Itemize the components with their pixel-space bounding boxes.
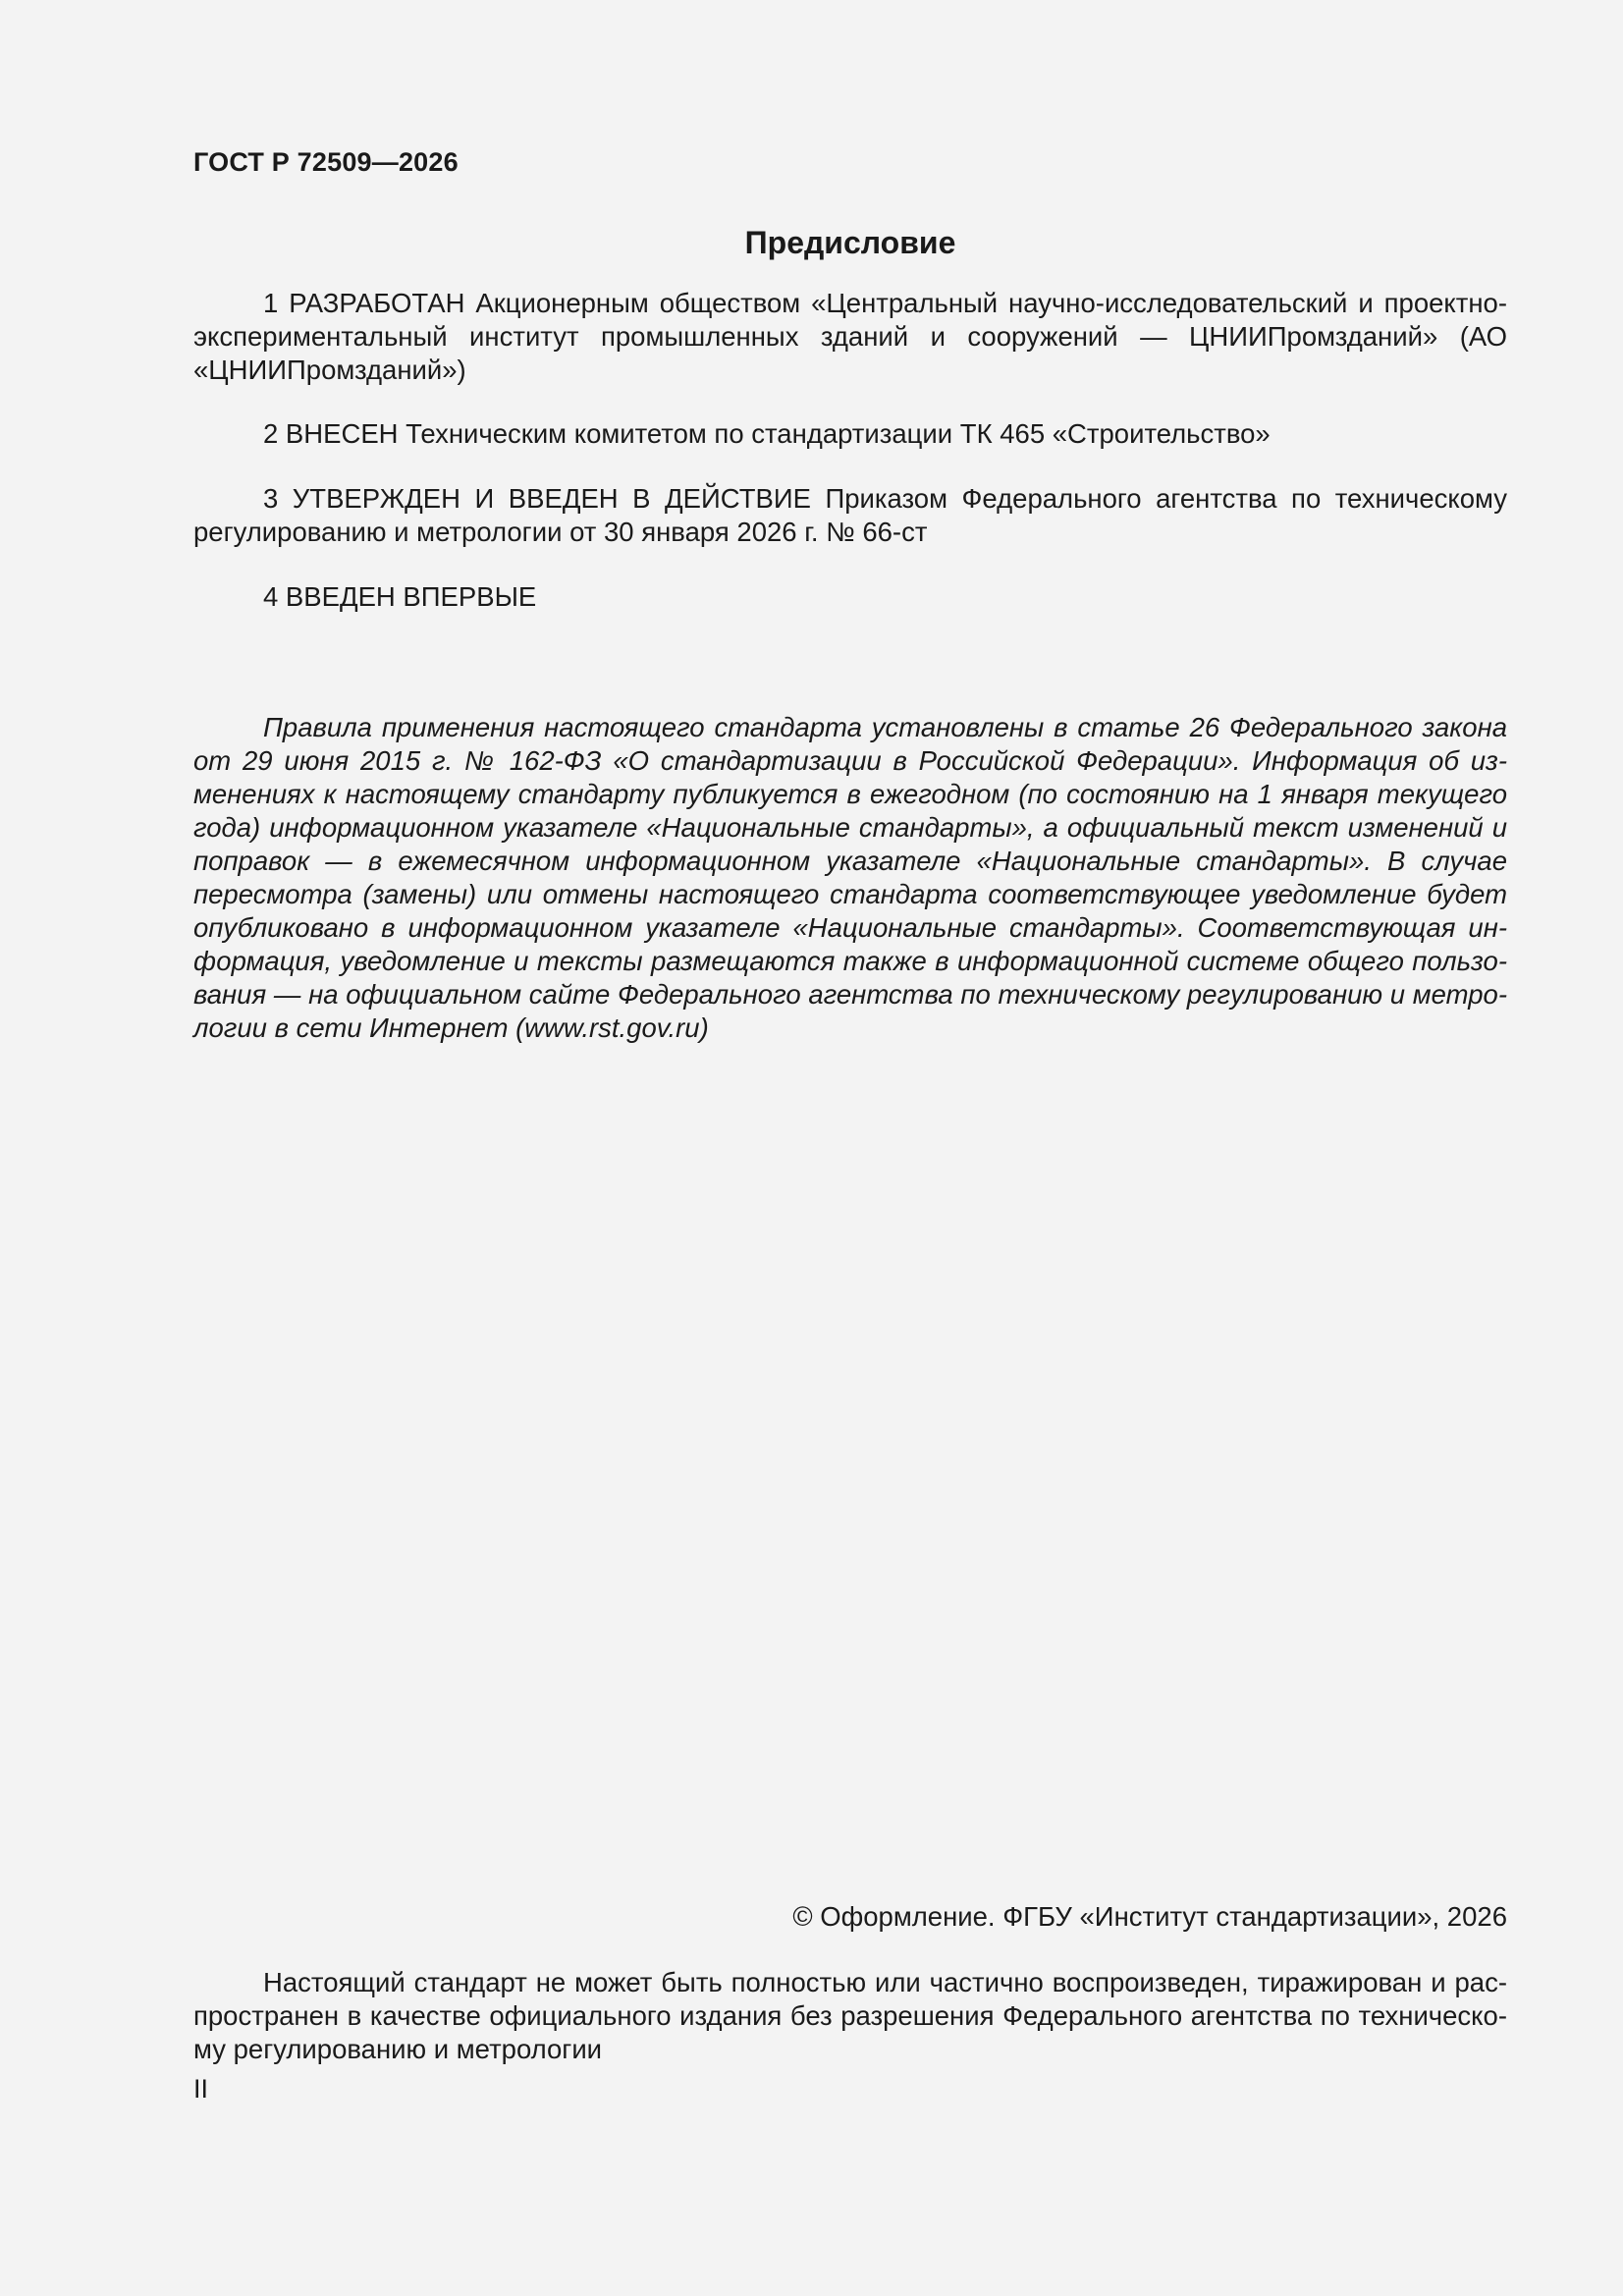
- foreword-item-3: 3 УТВЕРЖДЕН И ВВЕДЕН В ДЕЙСТВИЕ Приказом Федерального агентства по техническому регулированию и метрологии от 30 января 2026 г. № 66-ст: [193, 483, 1507, 547]
- foreword-item-2: 2 ВНЕСЕН Техническим комитетом по стандартизации ТК 465 «Строительство»: [263, 418, 1271, 449]
- page-title: Предисловие: [744, 225, 956, 260]
- foreword-item-1: 1 РАЗРАБОТАН Акционерным обществом «Центральный научно-исследовательский и проектно-экспериментальный институт промышленных зданий и сооружений — ЦНИИПромзданий» (АО «ЦНИИПромзданий»): [193, 288, 1507, 385]
- application-rules-notice: Правила применения настоящего стандарта установлены в статье 26 Федерального закона от 29 июня 2015 г. № 162-ФЗ «О стандартизации в Российской Федерации». Информация об изменениях к настоящему стандарту публикуется в ежегодном (по состоянию на 1 января текущего года) информационном указателе «Национальные стандарты», а официальный текст изменений и поправок — в ежемесячном информационном указателе «Национальные стандарты». В случае пересмотра (замены) или отмены настоящего стандарта соответствующее уведомление будет опубликовано в информационном указателе «Национальные стандарты». Соответствующая информация, уведомление и тексты размещаются также в информационной системе общего пользования — на официальном сайте Федерального агентства по техническому регулированию и метрологии в сети Интернет (www.rst.gov.ru): [193, 712, 1507, 1043]
- page-number: II: [193, 2074, 209, 2104]
- foreword-item-4: 4 ВВЕДЕН ВПЕРВЫЕ: [263, 581, 537, 612]
- reproduction-notice: Настоящий стандарт не может быть полностью или частично воспроизведен, тиражирован и распространен в качестве официального издания без разрешения Федерального агентства по техническому регулированию и метрологии: [193, 1967, 1507, 2064]
- copyright-line: © Оформление. ФГБУ «Институт стандартизации», 2026: [792, 1901, 1507, 1932]
- standard-code: ГОСТ Р 72509—2026: [193, 147, 459, 177]
